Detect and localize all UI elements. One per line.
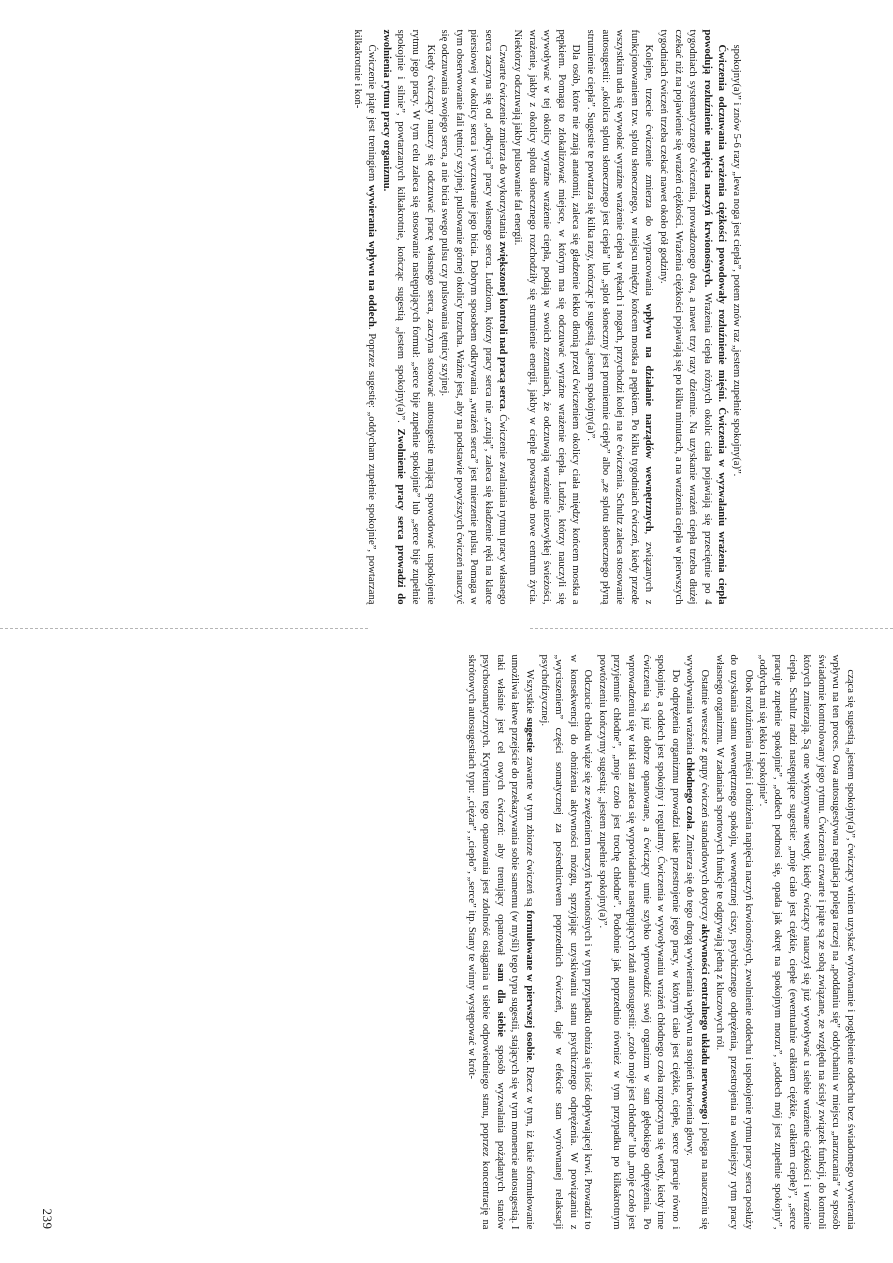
- paragraph: [348, 29, 377, 604]
- paragraph: [594, 654, 682, 1229]
- text-run: Wszystkie: [523, 669, 535, 717]
- page-number: 239: [39, 1208, 55, 1229]
- text-run: Wrażenia ciepła różnych okolic ciała pojawiają się przeciętnie po 4 tygodniach systematycznego ćwiczenia, prowadzonego dwa, a nawet trzy razy dziennie. Na uzyskanie wrażeń ciepła trzeba dłużej czekać niż na pojawienie się wrażeń ciężkości. Wrażenia ciężkości pojawiają się po kilku minutach, a na wrażenia ciepła w pierwszych tygodniach ćwiczeń trzeba czekać nawet około pół godziny.: [657, 29, 713, 604]
- text-run: Kiedy ćwiczący nauczy się odczuwać pracę własnego serca, zaczyna stosować autosugestie mającą spowodować uspokojenie rytmu jego pracy. W tym celu zaleca się stosowanie następujących formuł: „serce bije zupełnie spokojnie” lub „serce bije zupełnie spokojnie i silnie”, powtarzanych kilkakrotnie, kończąc sugestią „jestem spokojny(a)”.: [394, 29, 436, 604]
- bold-text-run: aktywności centralnego układu nerwowego: [698, 923, 710, 1119]
- bold-text-run: Ćwiczenia odczuwania wrażenia ciężkości powodowały rozluźnienie mięśni. Ćwiczenia w wyzwalaniu wrażenia ciepła powodują rozluźnienie napięcia naczyń krwionośnych.: [701, 29, 727, 604]
- text-run: zawarte w tym zbiorze ćwiczeń są: [523, 752, 535, 910]
- text-run: . Poprzez sugestię: „oddycham zupełnie spokojnie”, powtarzaną kilkakrotnie i koń-: [351, 29, 377, 605]
- paragraph: [655, 29, 728, 604]
- paragraph: [754, 654, 856, 1229]
- text-run: , związanych z funkcjonowaniem tzw. splotu słonecznego, w miejscu między końcem mostka a pępkiem. Po kilku tygodniach ćwiczeń, kiedy przede wszystkim uda się wywołać wyraźne wrażenie ciepła w rękach i nogach, przychodzi kolej na te ćwiczenia. Schultz zaleca stosowanie autosugestii: „okolica splotu słonecznego jest ciepła” lub „splot słoneczny jest promiennie ciepły” albo „ze splotu słonecznego płyną strumienie ciepła”. Sugestie te powtarza się kilka razy, kończąc je sugestią „jestem spokojny(a)”.: [584, 29, 654, 604]
- paragraph: [535, 654, 593, 1229]
- page-left: [0, 29, 743, 604]
- text-run: spokojny(a)” i znów 5-6 razy „lewa noga jest ciepła”, potem znów raz „jestem zupełnie spokojny(a)”.: [730, 44, 742, 476]
- divider-gap: [370, 622, 530, 632]
- text-run: Czwarte ćwiczenie zmierza do wykorzystania: [497, 44, 508, 241]
- bold-text-run: formułowane w pierwszej osobie: [523, 909, 535, 1060]
- bold-text-run: wpływu na działanie narządów wewnętrznych: [642, 303, 654, 532]
- page-body: [462, 654, 856, 1229]
- text-run: . Rzecz w tym, iż takie sformułowanie umożliwia łatwe przejście do przekazywania sobie samemu (w myśli) tego typu sugestii, stających się w tym momencie autosugestią. I taki właśnie jest cel owych ćwiczeń: aby trenujący opanował: [494, 654, 535, 1229]
- text-run: i polega na nauczeniu się wywoływania wrażenia: [683, 654, 710, 1229]
- text-run: Obok rozluźnienia mięśni i obniżenia napięcia naczyń krwionośnych, zwolnienie oddechu i uspokojenie rytmu pracy serca posłuży do uzyskania stanu wewnętrznego spokoju, wewnętrznej ciszy, psychicznego odprężenia, przestrojenia na wolniejszy rytm pracy własnego organizmu. W zadaniach sportowych funkcje te odgrywają jedną z kluczowych ról.: [713, 654, 754, 1229]
- text-run: Kolejne, trzecie ćwiczenie zmierza do wypracowania: [642, 44, 654, 304]
- paragraph: [681, 654, 710, 1229]
- paragraph: [378, 29, 436, 604]
- text-run: cząca się sugestią „jestem spokojny(a)”, ćwiczący winien uzyskać wyrównanie i pogłębienie oddechu bez świadomego wywierania wpływu na ten proces. Owa autosugestywna regulacja polega raczej na „poddaniu się” oddychaniu w miejscu „narzucania” w sposób świadomie kontrolowany jego rytmu. Ćwiczenia czwarte i piąte są ze sobą związane, ze względu na ścisły związek funkcji, do kontroli których zmierzają. Są one wykonywane wtedy, kiedy ćwiczący nauczył się już wywoływać u siebie wrażenie ciężkości i wrażenie ciepła. Schultz radzi następujące sugestie: „moje ciało jest ciężkie, ciepłe (ewentualnie całkiem ciężkie, całkiem ciepłe)”, „serce pracuje zupełnie spokojnie”, „oddech podnosi się, opada jak okręt na spokojnym morzu”, „oddech mój jest zupełnie spokojny”, „oddycha mi się lekko i spokojnie”.: [756, 654, 856, 1229]
- text-run: Dla osób, które nie znają anatomii, zaleca się gładzenie lekko dłonią przed ćwiczeniem okolicy ciała między końcem mostka a pępkiem. Pomaga to zlokalizować miejsce, w którym ma się odczuwać wyraźne wrażenie ciepła. Ludzie, którzy nauczyli się wywoływać w tej okolicy wyraźne wrażenie ciepła, podają w swoich zeznaniach, że odczuwają wrażenie niezwykłej świeżości, wrażenie, jakby z okolicy splotu słonecznego rozchodziły się strumienie energii, jakby w cieple powstawało nowe centrum życia. Niektórzy odczuwają jakby pulsowanie fal energii.: [511, 29, 581, 604]
- paragraph: [711, 654, 755, 1229]
- text-run: Odczucie chłodu wiąże się ze zwężeniem naczyń krwionośnych i w tym przypadku obniża się ilość dopływającej krwi. Prowadzi to w konsekwencji do obniżenia aktywności mózgu, sprzyjając uzyskiwaniu stanu psychicznego odprężenia. W powiązaniu z „wyciszeniem” części somatycznej za pośrednictwem poprzednich ćwiczeń, daje w efekcie stan wyrównanej relaksacji psychofizycznej.: [538, 654, 593, 1229]
- paragraph: [582, 29, 655, 604]
- text-run: . Zmierza się do tego drogą wywierania wpływu na stopień ukrwienia głowy.: [683, 828, 695, 1156]
- bold-text-run: zwiększonej kontroli nad pracą serca: [497, 240, 508, 409]
- bold-text-run: sam dla siebie: [494, 962, 506, 1037]
- paragraph: [462, 654, 535, 1229]
- paragraph: [728, 29, 743, 604]
- page-body: [348, 29, 742, 604]
- bold-text-run: Zwolnienie pracy serca prowadzi do zwolnienia rytmu pracy organizmu.: [380, 29, 406, 604]
- text-run: . Ćwiczenie zwalniania rytmu pracy własnego serca zaczyna się od „odkrycia” pracy własnego serca. Ludziom, którzy pracy serca nie „czują”, zaleca się kładzenie ręki na klatce piersiowej w okolicy serca i wyczuwanie jego bicia. Dobrym sposobem odkrywania „wrażeń serca” jest mierzenie pulsu. Pomaga w tym obserwowanie fali tętnicy szyjnej, pulsowanie górnej okolicy brzucha. Ważne jest, aby na podstawie powyższych ćwiczeń nauczyć się odczuwania swojego serca, a nie bicia swego pulsu czy pulsowania tętnicy szyjnej.: [438, 29, 508, 604]
- bold-text-run: wywierania wpływu na oddech: [365, 184, 377, 327]
- bold-text-run: sugestie: [523, 716, 535, 753]
- text-run: sposób wyzwalania pożądanych stanów psychosomatycznych. Kryterium tego opanowania jest zdolność osiągania u siebie odpowiedniego stanu, poprzez koncentrację na skrótowych autosugestiach typu: „ciężar”, „ciepło”, „serce” itp. Stany te winny występować w krót-: [465, 654, 506, 1230]
- text-run: Ćwiczenie piąte jest treningiem: [365, 44, 377, 185]
- text-run: Do odprężenia organizmu prowadzi takie przestrojenie jego pracy, w którym ciało jest ciężkie, ciepłe, serce pracuje równo i spokojnie, a oddech jest spokojny i regularny. Ćwiczenia w wywoływaniu wrażeń chłodnego czoła rozpoczyna się wtedy, kiedy inne ćwiczenia są już dobrze opanowane, a ćwiczący umie szybko wprowadzić swój organizm w stan głębokiego odprężenia. Po wprowadzeniu się w taki stan zaleca się wypowiadanie następujących zdań autosugestii: „czoło moje jest chłodne” lub „moje czoło jest przyjemnie chłodne”, „moje czoło jest trochę chłodne”. Podobnie jak poprzednio również w tym przypadku po kilkakrotnym powtórzeniu kończymy sugestią: „jestem zupełnie spokojny(a)”.: [596, 654, 681, 1229]
- text-run: Ostatnie wreszcie z grupy ćwiczeń standardowych dotyczy: [698, 669, 710, 924]
- bold-text-run: chłodnego czoła: [683, 756, 695, 829]
- paragraph: [509, 29, 582, 604]
- paragraph: [436, 29, 509, 604]
- page-right: [37, 654, 857, 1229]
